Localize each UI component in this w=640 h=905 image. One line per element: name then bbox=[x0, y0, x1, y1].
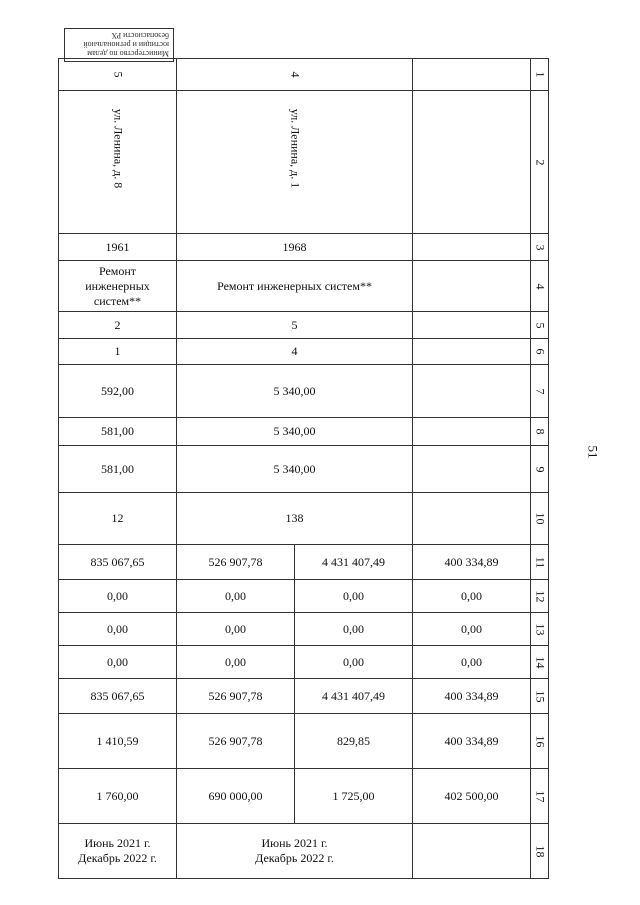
table-cell: 400 334,89 bbox=[413, 545, 531, 580]
table-cell: 402 500,00 bbox=[413, 769, 531, 824]
table-cell: 0,00 bbox=[413, 580, 531, 613]
row-number: 13 bbox=[531, 613, 549, 646]
row-number: 5 bbox=[531, 312, 549, 339]
cell-line: Июнь 2021 г. bbox=[84, 836, 151, 850]
table-cell: 0,00 bbox=[59, 646, 177, 679]
table-cell: 0,00 bbox=[295, 613, 413, 646]
table-cell bbox=[59, 91, 177, 234]
table-row bbox=[59, 646, 549, 679]
row-number: 12 bbox=[531, 580, 549, 613]
row-number: 7 bbox=[531, 365, 549, 418]
table-cell: 0,00 bbox=[177, 646, 295, 679]
table-cell: 5 340,00 bbox=[177, 418, 413, 446]
table-cell: 0,00 bbox=[413, 646, 531, 679]
table-cell: 0,00 bbox=[295, 646, 413, 679]
table-row bbox=[59, 312, 549, 339]
table-cell bbox=[413, 365, 531, 418]
table-row bbox=[59, 679, 549, 714]
table-row bbox=[59, 339, 549, 365]
table-row bbox=[59, 613, 549, 646]
table-cell: 0,00 bbox=[177, 613, 295, 646]
table-cell: 581,00 bbox=[59, 446, 177, 493]
table-row bbox=[59, 545, 549, 580]
table-cell: 0,00 bbox=[177, 580, 295, 613]
table-cell bbox=[413, 446, 531, 493]
cell-line: Июнь 2021 г. bbox=[261, 836, 328, 850]
data-table bbox=[58, 58, 549, 879]
table-cell: 0,00 bbox=[413, 613, 531, 646]
stamp-line: безопасности РХ bbox=[111, 31, 169, 41]
table-cell: 12 bbox=[59, 493, 177, 545]
table-cell: 4 bbox=[177, 339, 413, 365]
cell-line: Декабрь 2022 г. bbox=[255, 851, 334, 865]
table-cell: 4 bbox=[177, 59, 413, 91]
table-row bbox=[59, 824, 549, 879]
table-row bbox=[59, 446, 549, 493]
table-cell: 581,00 bbox=[59, 418, 177, 446]
table-cell: 1961 bbox=[59, 234, 177, 261]
table-row bbox=[59, 365, 549, 418]
table-cell: 835 067,65 bbox=[59, 545, 177, 580]
table-cell bbox=[177, 91, 413, 234]
table-cell: 2 bbox=[59, 312, 177, 339]
table-cell: 0,00 bbox=[59, 580, 177, 613]
table-cell: 5 340,00 bbox=[177, 365, 413, 418]
table-cell bbox=[413, 824, 531, 879]
page-number: 51 bbox=[585, 445, 601, 459]
table-row bbox=[59, 91, 549, 234]
address-text: ул. Ленина, д. 1 bbox=[287, 108, 302, 189]
table-cell: 1 410,59 bbox=[59, 714, 177, 769]
table-cell bbox=[413, 493, 531, 545]
table-cell: 1968 bbox=[177, 234, 413, 261]
cell-line: систем** bbox=[93, 293, 142, 308]
table-cell: 400 334,89 bbox=[413, 714, 531, 769]
table-row bbox=[59, 580, 549, 613]
table-cell: 1 760,00 bbox=[59, 769, 177, 824]
table-cell: 4 431 407,49 bbox=[295, 545, 413, 580]
table-cell: 835 067,65 bbox=[59, 679, 177, 714]
table-cell: 526 907,78 bbox=[177, 679, 295, 714]
table-cell bbox=[413, 339, 531, 365]
table-cell bbox=[413, 312, 531, 339]
row-number: 8 bbox=[531, 418, 549, 446]
table-row bbox=[59, 493, 549, 545]
table-cell: 138 bbox=[177, 493, 413, 545]
table-row bbox=[59, 261, 549, 312]
table-cell: 5 bbox=[177, 312, 413, 339]
cell-line: Декабрь 2022 г. bbox=[78, 851, 157, 865]
table-cell: 400 334,89 bbox=[413, 679, 531, 714]
row-number: 9 bbox=[531, 446, 549, 493]
table-cell: 0,00 bbox=[295, 580, 413, 613]
table-row bbox=[59, 234, 549, 261]
table-cell: 5 340,00 bbox=[177, 446, 413, 493]
table-cell bbox=[413, 418, 531, 446]
address-text: ул. Ленина, д. 8 bbox=[110, 108, 125, 189]
row-number: 2 bbox=[531, 91, 549, 234]
table-cell: 690 000,00 bbox=[177, 769, 295, 824]
table-row bbox=[59, 418, 549, 446]
table-cell: 0,00 bbox=[59, 613, 177, 646]
table-cell: 526 907,78 bbox=[177, 545, 295, 580]
table-row bbox=[59, 769, 549, 824]
table-cell bbox=[59, 824, 177, 879]
row-number: 16 bbox=[531, 714, 549, 769]
table-cell bbox=[177, 824, 413, 879]
table-row bbox=[59, 59, 549, 91]
stamp-line: юстиции и региональной bbox=[83, 40, 169, 50]
row-number: 6 bbox=[531, 339, 549, 365]
table-cell: 5 bbox=[59, 59, 177, 91]
table-cell bbox=[413, 234, 531, 261]
row-number: 14 bbox=[531, 646, 549, 679]
stamp-line: Министерство по делам bbox=[87, 49, 169, 59]
row-number: 15 bbox=[531, 679, 549, 714]
table-cell bbox=[59, 261, 177, 312]
cell-line: Ремонт bbox=[98, 263, 137, 278]
table-cell bbox=[413, 261, 531, 312]
row-number: 11 bbox=[531, 545, 549, 580]
table-cell: 4 431 407,49 bbox=[295, 679, 413, 714]
table-cell bbox=[413, 59, 531, 91]
row-number: 3 bbox=[531, 234, 549, 261]
row-number: 1 bbox=[531, 59, 549, 91]
row-number: 10 bbox=[531, 493, 549, 545]
row-number: 18 bbox=[531, 824, 549, 879]
table-cell: 829,85 bbox=[295, 714, 413, 769]
table-cell bbox=[413, 91, 531, 234]
table-cell: 592,00 bbox=[59, 365, 177, 418]
registration-stamp bbox=[64, 28, 174, 62]
cell-line: инженерных bbox=[85, 278, 150, 293]
table-cell: 1 bbox=[59, 339, 177, 365]
row-number: 4 bbox=[531, 261, 549, 312]
table-cell: Ремонт инженерных систем** bbox=[177, 261, 413, 312]
table-cell: 1 725,00 bbox=[295, 769, 413, 824]
table-row bbox=[59, 714, 549, 769]
table-cell: 526 907,78 bbox=[177, 714, 295, 769]
row-number: 17 bbox=[531, 769, 549, 824]
